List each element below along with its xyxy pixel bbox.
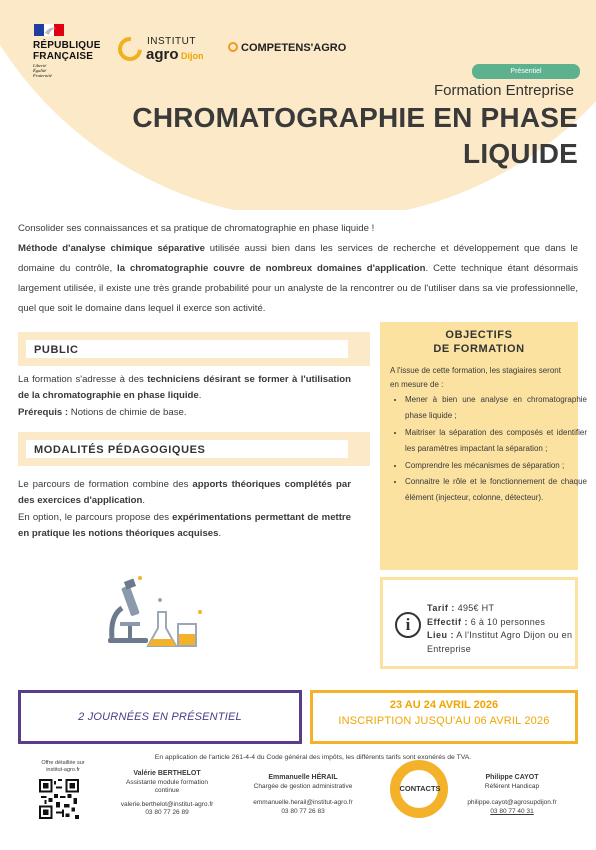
objectif-item: • Maitriser la séparation des composés et identifier les paramètres impactant la séparation ;: [405, 425, 587, 458]
page-subtitle: Formation Entreprise: [433, 82, 574, 99]
offre-line-1: Offre détaillée sur: [41, 760, 85, 766]
contact-phone[interactable]: 03 80 77 26 89: [145, 809, 189, 816]
francaise-line: FRANÇAISE: [33, 51, 94, 62]
title-line-1: CHROMATOGRAPHIE EN PHASE: [132, 102, 578, 133]
laboratory-illustration-icon: [100, 572, 210, 652]
info-text: [427, 602, 575, 656]
contact-phone[interactable]: 03 80 77 40 31: [490, 807, 534, 815]
session-dates: 23 AU 24 AVRIL 2026: [389, 699, 499, 711]
modalites-text-2: .: [142, 495, 146, 507]
institut-agro-dijon-logo: [118, 36, 230, 66]
modalites-text-3: En option, le parcours propose des: [18, 511, 173, 523]
public-heading-box: [22, 336, 352, 362]
motto-egalite: Égalité: [33, 68, 47, 73]
public-bold-1: techniciens désirant se former à l'utilisation de la chromatographie en phase liquide: [18, 374, 351, 402]
tarif-line: [427, 602, 575, 616]
intro-bold-1: Méthode d'analyse chimique séparative: [18, 243, 205, 254]
legal-notice: En application de l'article 261-4-4 du Code général des impôts, les différents tarifs sont exonérés de TVA.: [154, 754, 472, 761]
agro-label: agro: [146, 46, 179, 63]
intro-text: [18, 219, 578, 319]
public-text-1: La formation s'adresse à des: [18, 374, 148, 385]
competens-agro-logo: [228, 42, 346, 54]
contact-name: Valérie BERTHELOT: [133, 770, 201, 777]
objectifs-title-line-1: OBJECTIFS: [445, 329, 513, 341]
contact-role: Assistante module formation: [125, 778, 208, 786]
objectifs-panel: [380, 322, 587, 570]
contacts-logo: [386, 756, 454, 824]
page-title: [40, 100, 578, 172]
modalites-text-1: Le parcours de formation combine des: [18, 479, 193, 490]
dates-box: [310, 690, 578, 744]
public-paragraph: [18, 372, 351, 405]
modalites-text: [18, 477, 351, 542]
contact-card: [448, 774, 576, 816]
prerequis-text: Notions de chimie de base.: [68, 406, 187, 418]
modalites-paragraph-1: [18, 477, 351, 510]
tarif-label: Tarif :: [427, 603, 455, 613]
competens-label: COMPETENS'AGRO: [241, 42, 347, 54]
contact-card: [238, 774, 368, 816]
institut-label: INSTITUT: [147, 36, 196, 47]
institut-agro-circle-icon: [113, 32, 147, 66]
contact-email[interactable]: philippe.cayot@agrosupdijon.fr: [467, 799, 557, 806]
intro-text-1: utilisée aussi bien dans les services de recherche et développement que dans le domaine du contrôle,: [18, 243, 578, 274]
contact-role: continue: [154, 787, 180, 794]
contact-role: Référent Handicap: [484, 782, 540, 790]
effectif-value: 6 à 10 personnes: [468, 616, 546, 627]
republique-francaise-logo: [33, 40, 101, 62]
lieu-label: Lieu :: [427, 630, 454, 640]
info-box: [380, 577, 578, 669]
contact-card: [102, 770, 232, 818]
modalites-bold-2: expérimentations permettant de mettre en pratique les notions théoriques acquises: [18, 511, 352, 539]
format-badge: Présentiel: [472, 64, 580, 79]
contacts-label: CONTACTS: [399, 784, 441, 793]
effectif-label: Effectif :: [427, 616, 468, 627]
effectif-line: [427, 616, 575, 630]
offre-link-text: [28, 760, 98, 774]
marianne-flag-icon: [34, 24, 64, 36]
modalites-text-4: .: [218, 527, 222, 539]
intro-bold-2: la chromatographie couvre de nombreux domaines d'application: [117, 263, 426, 274]
objectifs-title: [380, 328, 578, 356]
info-icon: i: [395, 612, 421, 638]
republique-motto: [33, 63, 52, 78]
qr-code-icon[interactable]: [39, 779, 79, 819]
modalites-heading: MODALITÉS PÉDAGOGIQUES: [34, 444, 206, 456]
intro-paragraph-1: Consolider ses connaissances et sa pratique de chromatographie en phase liquide !: [18, 223, 375, 234]
duration-box: [18, 690, 302, 744]
contact-role: Chargée de gestion administrative: [253, 782, 353, 790]
contact-email[interactable]: emmanuelle.herail@institut-agro.fr: [253, 799, 353, 806]
intro-paragraph-2: [18, 239, 578, 319]
motto-fraternite: Fraternité: [33, 73, 52, 78]
objectifs-title-line-2: DE FORMATION: [433, 343, 525, 355]
contact-name: Philippe CAYOT: [485, 774, 539, 781]
duration-label: 2 JOURNÉES EN PRÉSENTIEL: [78, 711, 242, 723]
objectif-item: • Connaitre le rôle et le fonctionnement de chaque élément (injecteur, colonne, détecteur).: [405, 474, 587, 507]
competens-sun-icon: [228, 42, 238, 52]
contact-phone[interactable]: 03 80 77 26 83: [281, 807, 325, 815]
objectif-item: • Mener à bien une analyse en chromatographie phase liquide ;: [405, 392, 587, 425]
prerequis-paragraph: [18, 405, 351, 421]
modalites-heading-box: [22, 436, 352, 462]
lieu-line: [427, 629, 575, 656]
modalites-bold-1: apports théoriques complétés par des exercices d'application: [18, 479, 351, 507]
prerequis-label: Prérequis :: [18, 406, 69, 418]
objectifs-list: [390, 392, 587, 507]
intro-text-2: . Cette technique étant désormais largement utilisée, il existe une très grande probabilité pour un analyste de la rencontrer ou de l'utiliser dans sa vie professionnelle, quel que soit le domaine dans lequel il exerce son activité.: [18, 263, 578, 314]
tarif-value: 495€ HT: [454, 603, 495, 613]
modalites-paragraph-2: [18, 510, 351, 543]
offre-line-2[interactable]: institut-agro.fr: [46, 767, 80, 773]
public-text: [18, 372, 351, 421]
objectif-item: • Comprendre les mécanismes de séparation ;: [405, 458, 587, 474]
public-heading: PUBLIC: [34, 344, 79, 356]
contact-name: Emmanuelle HÉRAIL: [268, 774, 338, 781]
contact-email[interactable]: valerie.berthelot@institut-agro.fr: [120, 800, 214, 808]
registration-deadline: INSCRIPTION JUSQU'AU 06 AVRIL 2026: [338, 715, 550, 727]
dijon-label: Dijon: [181, 51, 204, 61]
lieu-value: A l'Institut Agro Dijon ou en Entreprise: [427, 630, 573, 654]
republique-line: RÉPUBLIQUE: [33, 40, 101, 51]
objectifs-intro: A l'issue de cette formation, les stagiaires seront en mesure de :: [390, 366, 561, 389]
title-line-2: LIQUIDE: [463, 138, 578, 169]
motto-liberte: Liberté: [33, 63, 47, 68]
public-text-2: .: [198, 390, 202, 402]
